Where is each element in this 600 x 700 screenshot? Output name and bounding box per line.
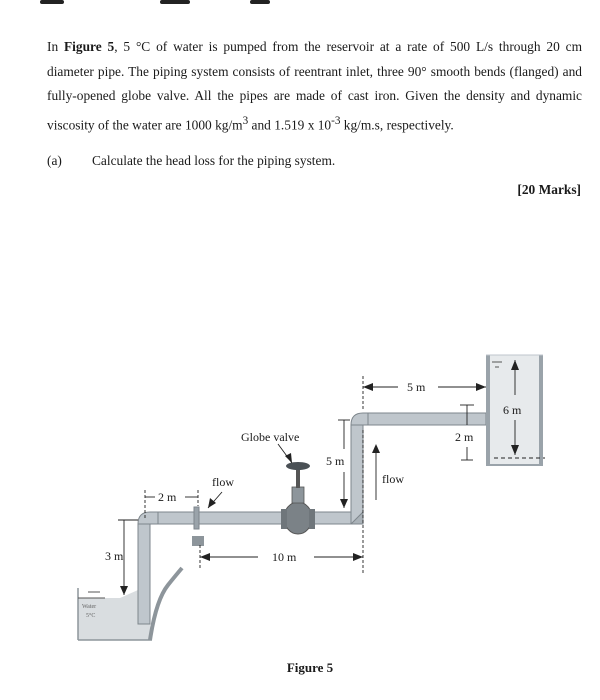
flow-label-left: flow [212, 475, 234, 489]
dim-5m-top-label: 5 m [407, 380, 426, 394]
globe-valve-label: Globe valve [241, 430, 300, 444]
question-paragraph: In Figure 5, 5 °C of water is pumped from the reservoir at a rate of 500 L/s through 20 cm diameter pipe. The piping system consists of reentrant inlet, three 90° smooth bends (flanged) and fully-opened globe valve. All the pipes are made of cast iron. Given the density and dynamic viscosity of the water are 1000 $kg/m^3$ and 1.519 x $10^{-3}$ kg/m.s, respectively. [47, 39, 582, 132]
flow-label-right: flow [382, 472, 404, 486]
arrowheads [120, 360, 519, 595]
pipe-10m-section [199, 512, 351, 524]
part-a-label: (a) [47, 153, 62, 168]
water-label: Water [82, 604, 97, 610]
pipe-2m-section [158, 512, 196, 524]
inlet-vertical-pipe [138, 524, 150, 624]
dim-2m-left-label: 2 m [158, 490, 177, 504]
bend-3 [351, 413, 370, 425]
dim-10m-label: 10 m [272, 550, 297, 564]
water-temp-label: 5°C [86, 613, 96, 619]
part-a-question: Calculate the head loss for the piping system. [92, 153, 336, 168]
bend-1 [138, 512, 160, 524]
dim-2m-right-label: 2 m [455, 430, 474, 444]
figure-reference: Figure 5 [64, 39, 115, 54]
figure-caption: Figure 5 [286, 660, 334, 675]
dim-6m-label: 6 m [503, 403, 522, 417]
dim-5m-vertical-label: 5 m [326, 454, 345, 468]
dimension-lines [118, 360, 545, 595]
pipe-top-5m-section [368, 413, 486, 425]
riser-5m-section [351, 425, 363, 524]
dim-3m-label: 3 m [105, 549, 124, 563]
marks-label: [20 Marks] [517, 182, 581, 197]
pipe-flange [194, 507, 199, 529]
pipe-support [192, 536, 204, 546]
globe-valve [281, 462, 315, 534]
